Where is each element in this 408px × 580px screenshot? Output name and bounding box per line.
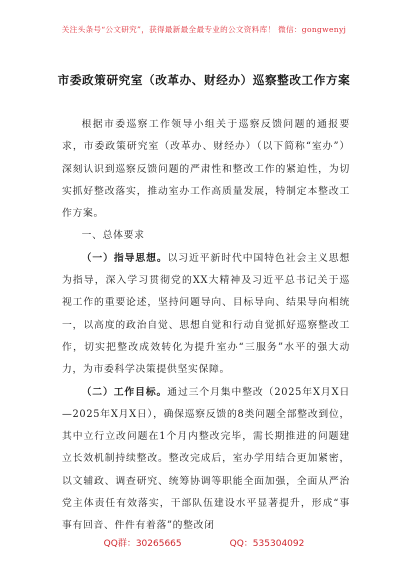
paragraph-heading: （一）指导思想。 xyxy=(81,252,168,264)
qq-group: QQ群：30265665 xyxy=(103,539,182,549)
section-heading: 一、总体要求 xyxy=(81,230,145,242)
paragraph-text: 以习近平新时代中国特色社会主义思想为指导，深入学习贯彻党的XX大精神及习近平总书记关于巡视工作的重要论述，坚持问题导向、目标导向、结果导向相统一，以高度的政治自觉、思想自觉和行动自觉抓好巡察整改工作，切实把整改成效转化为提升室办“三服务”水平的强大动力，为市委科学决策提供坚实保障。 xyxy=(62,252,350,376)
qq-number: QQ：535304092 xyxy=(229,539,305,549)
work-goal-paragraph xyxy=(62,382,350,538)
paragraph-text: 通过三个月集中整改（2025年X月X日—2025年X月X日），确保巡察反馈的8类问题全部整改到位，其中立行立改问题在1个月内整改完毕，需长期推进的问题建立长效机制持续整改。整改完成后，室办学用结合更加紧密，以文辅政、调查研究、统筹协调等职能全面加强，全面从严治党主体责任有效落实，干部队伍建设水平显著提升，形成“事事有回音、件件有着落”的整改闭 xyxy=(62,386,350,532)
footer-contact xyxy=(0,536,408,549)
document-body xyxy=(62,114,350,538)
document-title: 市委政策研究室（改革办、财经办）巡察整改工作方案 xyxy=(57,73,351,87)
banner-wechat: 微信：gongwenyj xyxy=(278,25,347,34)
paragraph-heading: （二）工作目标。 xyxy=(81,386,168,398)
header-banner xyxy=(0,24,408,35)
guiding-thought-paragraph xyxy=(62,248,350,382)
banner-text: 关注头条号“公文研究”，获得最新最全最专业的公文资料库！ xyxy=(61,25,276,34)
intro-paragraph: 根据市委巡察工作领导小组关于巡察反馈问题的通报要求，市委政策研究室（改革办、财经办）（以下简称“室办”）深刻认识到巡察反馈问题的严肃性和整改工作的紧迫性，为切实抓好整改落实，推动室办工作高质量发展，特制定本整改工作方案。 xyxy=(62,119,350,220)
